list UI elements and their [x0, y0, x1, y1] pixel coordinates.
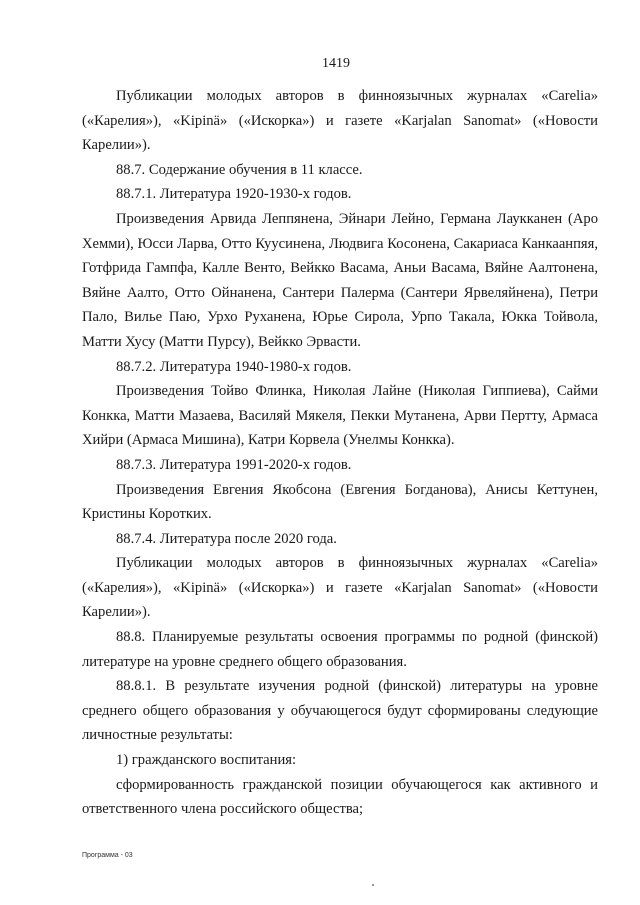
subsection-heading-88-7-2: 88.7.2. Литература 1940-1980-х годов.: [116, 358, 352, 375]
list-item-civic-education: 1) гражданского воспитания:: [116, 752, 297, 769]
subsection-heading-88-7-4: 88.7.4. Литература после 2020 года.: [116, 530, 337, 547]
paragraph-publications-intro: Публикации молодых авторов в финноязычных журналах «Carelia» («Карелия»), «Kipinä» («Искорка») и газете «Karjalan Sanomat» («Новости Карелии»).: [82, 88, 598, 154]
paragraph-works-1991-2020: Произведения Евгения Якобсона (Евгения Богданова), Анисы Кеттунен, Кристины Коротких.: [82, 481, 598, 523]
page-number: 1419: [322, 56, 350, 71]
paragraph-publications-after-2020: Публикации молодых авторов в финноязычных журналах «Carelia» («Карелия»), «Kipinä» («Искорка») и газете «Karjalan Sanomat» («Новости Карелии»).: [82, 555, 598, 621]
paragraph-civic-position: сформированность гражданской позиции обучающегося как активного и ответственного члена российского общества;: [82, 776, 598, 818]
scan-speck: [372, 884, 374, 886]
paragraph-works-1920-1930: Произведения Арвида Леппянена, Эйнари Лейно, Германа Лаукканен (Аро Хемми), Юсси Ларва, Отто Куусинена, Людвига Косонена, Сакариаса Канкаанпяя, Готфрида Гампфа, Калле Венто, Вейкко Васама, Аньи Васама, Вяйне Аалтонена, Вяйне Аалто, Отто Ойнанена, Сантери Палерма (Сантери Ярвеляйнена), Петри Пало, Вилье Паю, Урхо Руханена, Юрье Сирола, Урпо Такала, Юкка Тойвола, Матти Хусу (Матти Пурсу), Вейкко Эрвасти.: [82, 210, 598, 350]
paragraph-88-8-1: 88.8.1. В результате изучения родной (финской) литературы на уровне среднего общего образования у обучающегося будут сформированы следующие личностные результаты:: [82, 678, 598, 744]
subsection-heading-88-7-1: 88.7.1. Литература 1920-1930-х годов.: [116, 186, 352, 203]
section-heading-88-7: 88.7. Содержание обучения в 11 классе.: [116, 161, 363, 178]
footer-label: Программа - 03: [82, 852, 133, 859]
subsection-heading-88-7-3: 88.7.3. Литература 1991-2020-х годов.: [116, 456, 352, 473]
page-body: [82, 84, 598, 822]
section-heading-88-8: 88.8. Планируемые результаты освоения программы по родной (финской) литературе на уровне среднего общего образования.: [82, 629, 598, 670]
paragraph-works-1940-1980: Произведения Тойво Флинка, Николая Лайне (Николая Гиппиева), Сайми Конкка, Матти Мазаева, Василяй Мякеля, Пекки Мутанена, Арви Пертту, Армаса Хийри (Армаса Мишина), Катри Корвела (Унелмы Конкка).: [82, 383, 598, 449]
